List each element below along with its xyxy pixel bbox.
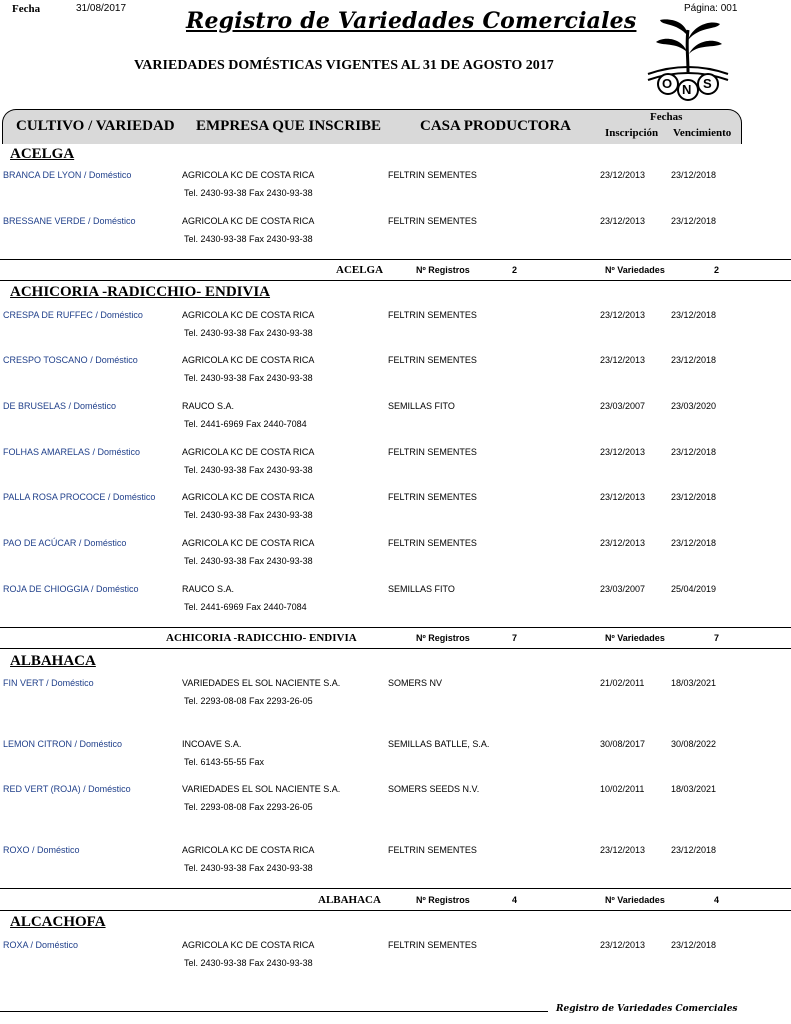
casa-cell: FELTRIN SEMENTES bbox=[388, 845, 477, 855]
footer-rule bbox=[0, 1011, 548, 1012]
inscripcion-cell: 23/12/2013 bbox=[600, 940, 646, 950]
vencimiento-cell: 23/12/2018 bbox=[671, 492, 717, 502]
vencimiento-cell: 23/12/2018 bbox=[671, 170, 717, 180]
inscripcion-cell: 23/12/2013 bbox=[600, 170, 646, 180]
casa-cell: FELTRIN SEMENTES bbox=[388, 538, 477, 548]
vencimiento-cell: 18/03/2021 bbox=[671, 678, 717, 688]
col-cultivo: CULTIVO / VARIEDAD bbox=[16, 118, 175, 134]
tel-cell: Tel. 6143-55-55 Fax bbox=[184, 757, 265, 767]
empresa-cell: AGRICOLA KC DE COSTA RICA bbox=[182, 216, 315, 226]
empresa-cell: AGRICOLA KC DE COSTA RICA bbox=[182, 538, 315, 548]
col-empresa: EMPRESA QUE INSCRIBE bbox=[196, 118, 382, 134]
registros-label: Nº Registros bbox=[416, 633, 470, 643]
vencimiento-cell: 23/12/2018 bbox=[671, 216, 717, 226]
empresa-cell: RAUCO S.A. bbox=[182, 401, 235, 411]
col-inscripcion: Inscripción bbox=[605, 127, 659, 139]
casa-cell: SEMILLAS FITO bbox=[388, 584, 455, 594]
group-title: ALBAHACA bbox=[10, 653, 96, 669]
page-subtitle: VARIEDADES DOMÉSTICAS VIGENTES AL 31 DE AGOSTO 2017 bbox=[134, 58, 554, 73]
tel-cell: Tel. 2441-6969 Fax 2440-7084 bbox=[184, 602, 307, 612]
variedades-label: Nº Variedades bbox=[605, 633, 665, 643]
empresa-cell: VARIEDADES EL SOL NACIENTE S.A. bbox=[182, 784, 341, 794]
inscripcion-cell: 23/12/2013 bbox=[600, 538, 646, 548]
divider bbox=[0, 280, 791, 281]
variedad-link[interactable]: ROXO / Doméstico bbox=[3, 845, 80, 855]
vencimiento-cell: 23/03/2020 bbox=[671, 401, 717, 411]
fecha-value: 31/08/2017 bbox=[76, 3, 127, 14]
variedad-link[interactable]: CRESPO TOSCANO / Doméstico bbox=[3, 355, 138, 365]
fecha-label: Fecha bbox=[12, 3, 41, 15]
inscripcion-cell: 23/12/2013 bbox=[600, 492, 646, 502]
tel-cell: Tel. 2430-93-38 Fax 2430-93-38 bbox=[184, 188, 313, 198]
casa-cell: FELTRIN SEMENTES bbox=[388, 447, 477, 457]
casa-cell: FELTRIN SEMENTES bbox=[388, 355, 477, 365]
variedad-link[interactable]: PALLA ROSA PROCOCE / Doméstico bbox=[3, 492, 156, 502]
empresa-cell: VARIEDADES EL SOL NACIENTE S.A. bbox=[182, 678, 341, 688]
vencimiento-cell: 23/12/2018 bbox=[671, 940, 717, 950]
registros-count: 4 bbox=[512, 895, 518, 905]
inscripcion-cell: 23/12/2013 bbox=[600, 216, 646, 226]
tel-cell: Tel. 2430-93-38 Fax 2430-93-38 bbox=[184, 510, 313, 520]
divider bbox=[0, 888, 791, 889]
group-title: ACELGA bbox=[10, 146, 75, 162]
empresa-cell: RAUCO S.A. bbox=[182, 584, 235, 594]
inscripcion-cell: 10/02/2011 bbox=[600, 784, 645, 794]
logo-letter-o: O bbox=[662, 76, 673, 91]
variedades-count: 7 bbox=[714, 633, 720, 643]
casa-cell: FELTRIN SEMENTES bbox=[388, 310, 477, 320]
casa-cell: FELTRIN SEMENTES bbox=[388, 492, 477, 502]
empresa-cell: AGRICOLA KC DE COSTA RICA bbox=[182, 170, 315, 180]
registros-label: Nº Registros bbox=[416, 895, 470, 905]
variedad-link[interactable]: ROJA DE CHIOGGIA / Doméstico bbox=[3, 584, 139, 594]
casa-cell: SOMERS SEEDS N.V. bbox=[388, 784, 480, 794]
registros-count: 7 bbox=[512, 633, 518, 643]
casa-cell: FELTRIN SEMENTES bbox=[388, 170, 477, 180]
divider bbox=[0, 627, 791, 628]
empresa-cell: INCOAVE S.A. bbox=[182, 739, 242, 749]
casa-cell: SEMILLAS FITO bbox=[388, 401, 455, 411]
variedades-label: Nº Variedades bbox=[605, 895, 665, 905]
group-title: ALCACHOFA bbox=[10, 914, 106, 930]
variedades-count: 4 bbox=[714, 895, 720, 905]
variedad-link[interactable]: RED VERT (ROJA) / Doméstico bbox=[3, 784, 131, 794]
tel-cell: Tel. 2430-93-38 Fax 2430-93-38 bbox=[184, 863, 313, 873]
variedad-link[interactable]: FIN VERT / Doméstico bbox=[3, 678, 94, 688]
tel-cell: Tel. 2293-08-08 Fax 2293-26-05 bbox=[184, 802, 313, 812]
divider bbox=[0, 910, 791, 911]
vencimiento-cell: 25/04/2019 bbox=[671, 584, 717, 594]
col-vencimiento: Vencimiento bbox=[673, 127, 732, 139]
logo-letter-s: S bbox=[703, 76, 712, 91]
inscripcion-cell: 30/08/2017 bbox=[600, 739, 646, 749]
group-title: ACHICORIA -RADICCHIO- ENDIVIA bbox=[10, 284, 271, 300]
tel-cell: Tel. 2430-93-38 Fax 2430-93-38 bbox=[184, 373, 313, 383]
variedad-link[interactable]: BRANCA DE LYON / Doméstico bbox=[3, 170, 132, 180]
variedades-count: 2 bbox=[714, 265, 720, 275]
logo-letter-n: N bbox=[682, 82, 692, 97]
col-fechas: Fechas bbox=[650, 111, 683, 123]
inscripcion-cell: 23/03/2007 bbox=[600, 401, 646, 411]
total-group-name: ACELGA bbox=[336, 264, 384, 276]
vencimiento-cell: 23/12/2018 bbox=[671, 355, 717, 365]
tel-cell: Tel. 2441-6969 Fax 2440-7084 bbox=[184, 419, 307, 429]
vencimiento-cell: 18/03/2021 bbox=[671, 784, 717, 794]
casa-cell: SEMILLAS BATLLE, S.A. bbox=[388, 739, 490, 749]
tel-cell: Tel. 2430-93-38 Fax 2430-93-38 bbox=[184, 958, 313, 968]
ons-logo bbox=[646, 16, 730, 102]
divider bbox=[0, 648, 791, 649]
inscripcion-cell: 23/03/2007 bbox=[600, 584, 646, 594]
page-number: Página: 001 bbox=[684, 3, 738, 14]
casa-cell: SOMERS NV bbox=[388, 678, 443, 688]
variedad-link[interactable]: LEMON CITRON / Doméstico bbox=[3, 739, 123, 749]
empresa-cell: AGRICOLA KC DE COSTA RICA bbox=[182, 940, 315, 950]
vencimiento-cell: 30/08/2022 bbox=[671, 739, 717, 749]
empresa-cell: AGRICOLA KC DE COSTA RICA bbox=[182, 447, 315, 457]
inscripcion-cell: 23/12/2013 bbox=[600, 447, 646, 457]
page-title: Registro de Variedades Comerciales bbox=[186, 8, 637, 34]
footer-title: Registro de Variedades Comerciales bbox=[556, 1004, 738, 1014]
tel-cell: Tel. 2430-93-38 Fax 2430-93-38 bbox=[184, 465, 313, 475]
casa-cell: FELTRIN SEMENTES bbox=[388, 940, 477, 950]
inscripcion-cell: 23/12/2013 bbox=[600, 355, 646, 365]
variedad-link[interactable]: CRESPA DE RUFFEC / Doméstico bbox=[3, 310, 143, 320]
empresa-cell: AGRICOLA KC DE COSTA RICA bbox=[182, 845, 315, 855]
vencimiento-cell: 23/12/2018 bbox=[671, 538, 717, 548]
tel-cell: Tel. 2430-93-38 Fax 2430-93-38 bbox=[184, 234, 313, 244]
registros-label: Nº Registros bbox=[416, 265, 470, 275]
registros-count: 2 bbox=[512, 265, 518, 275]
empresa-cell: AGRICOLA KC DE COSTA RICA bbox=[182, 310, 315, 320]
vencimiento-cell: 23/12/2018 bbox=[671, 310, 717, 320]
empresa-cell: AGRICOLA KC DE COSTA RICA bbox=[182, 492, 315, 502]
inscripcion-cell: 23/12/2013 bbox=[600, 310, 646, 320]
tel-cell: Tel. 2430-93-38 Fax 2430-93-38 bbox=[184, 556, 313, 566]
vencimiento-cell: 23/12/2018 bbox=[671, 447, 717, 457]
variedad-link[interactable]: FOLHAS AMARELAS / Doméstico bbox=[3, 447, 141, 457]
variedades-label: Nº Variedades bbox=[605, 265, 665, 275]
variedad-link[interactable]: PAO DE ACÚCAR / Doméstico bbox=[3, 538, 127, 548]
variedad-link[interactable]: DE BRUSELAS / Doméstico bbox=[3, 401, 117, 411]
col-casa: CASA PRODUCTORA bbox=[420, 118, 571, 134]
divider bbox=[0, 259, 791, 260]
variedad-link[interactable]: BRESSANE VERDE / Doméstico bbox=[3, 216, 136, 226]
total-group-name: ALBAHACA bbox=[318, 894, 381, 906]
tel-cell: Tel. 2293-08-08 Fax 2293-26-05 bbox=[184, 696, 313, 706]
empresa-cell: AGRICOLA KC DE COSTA RICA bbox=[182, 355, 315, 365]
inscripcion-cell: 23/12/2013 bbox=[600, 845, 646, 855]
tel-cell: Tel. 2430-93-38 Fax 2430-93-38 bbox=[184, 328, 313, 338]
total-group-name: ACHICORIA -RADICCHIO- ENDIVIA bbox=[166, 632, 357, 644]
variedad-link[interactable]: ROXA / Doméstico bbox=[3, 940, 79, 950]
casa-cell: FELTRIN SEMENTES bbox=[388, 216, 477, 226]
inscripcion-cell: 21/02/2011 bbox=[600, 678, 645, 688]
vencimiento-cell: 23/12/2018 bbox=[671, 845, 717, 855]
